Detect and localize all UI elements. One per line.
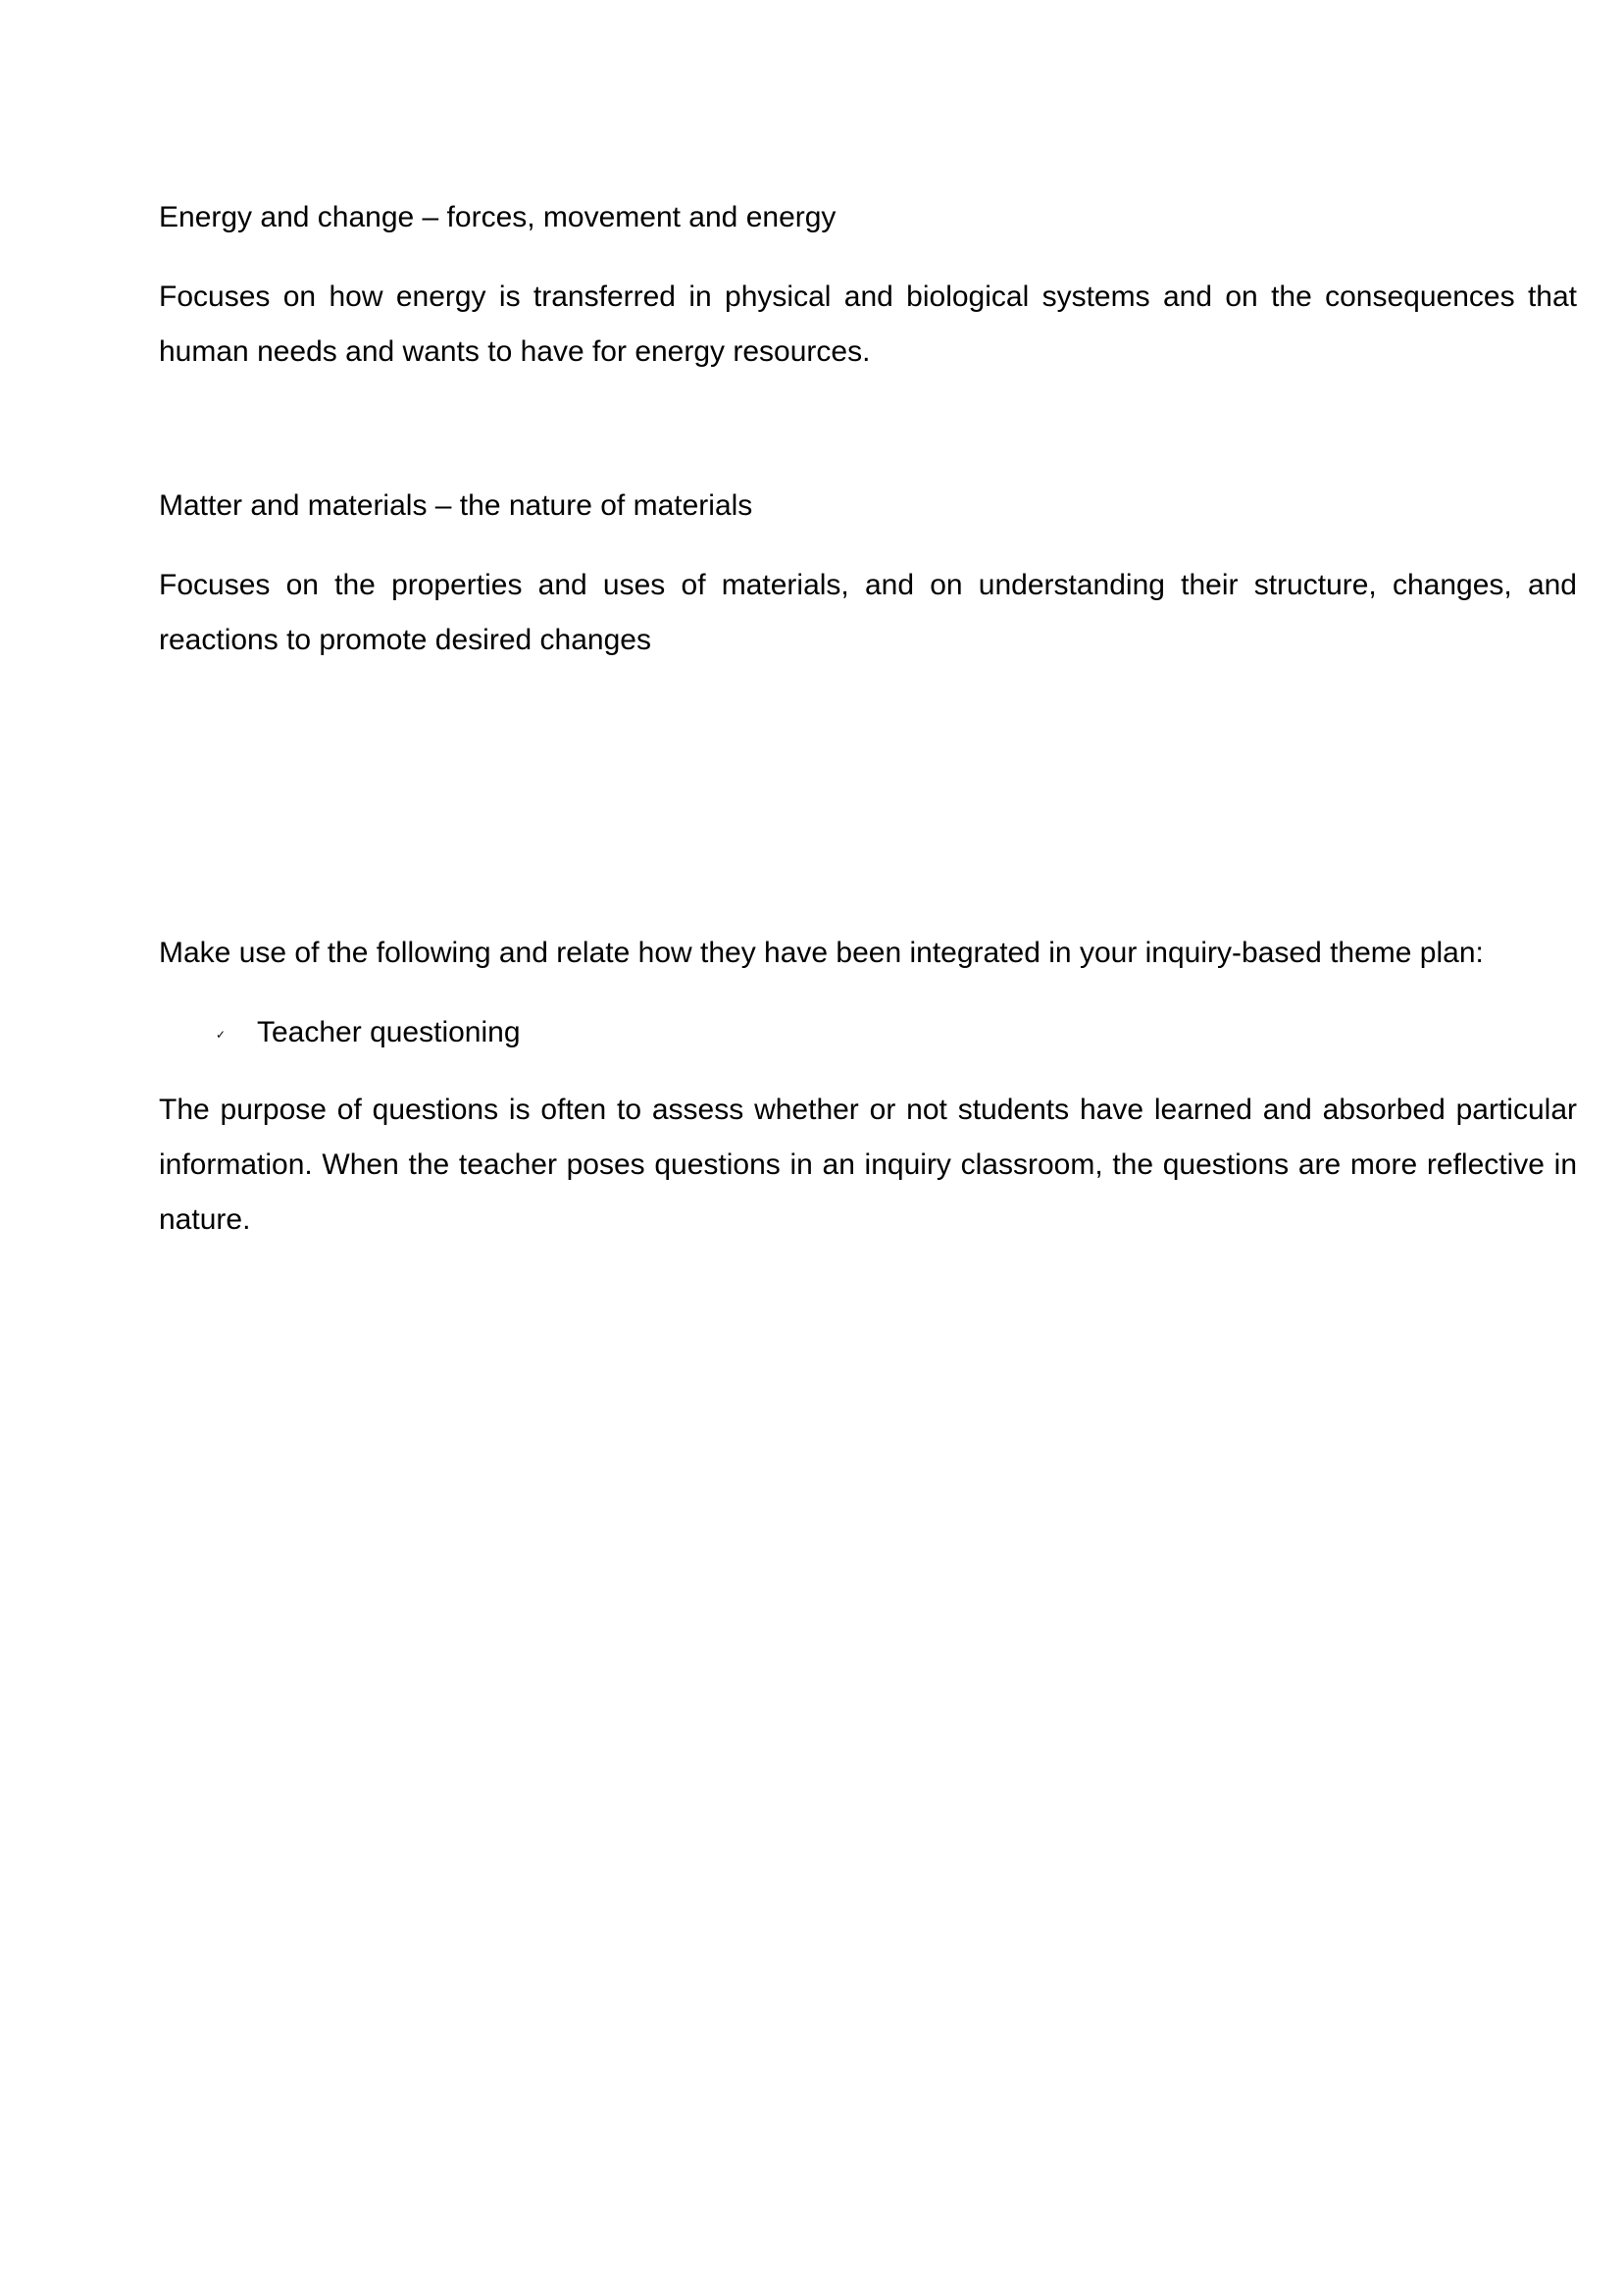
instruction-text: Make use of the following and relate how they have been integrated in your inquiry-based theme plan: — [159, 937, 1484, 969]
bullet-item-teacher-questioning: Teacher questioning — [257, 1016, 521, 1048]
checkmark-icon: ✓ — [216, 1028, 227, 1042]
section-body-matter: Focuses on the properties and uses of materials, and on understanding their structure, changes, and reactions to promote desired changes — [159, 569, 1577, 656]
closing-paragraph: The purpose of questions is often to assess whether or not students have learned and absorbed particular information. When the teacher poses questions in an inquiry classroom, the questions are more reflective in nature. — [159, 1094, 1577, 1236]
section-heading-matter: Matter and materials – the nature of materials — [159, 489, 753, 522]
section-body-energy: Focuses on how energy is transferred in physical and biological systems and on the consequences that human needs and wants to have for energy resources. — [159, 280, 1577, 368]
section-heading-energy: Energy and change – forces, movement and energy — [159, 201, 837, 233]
